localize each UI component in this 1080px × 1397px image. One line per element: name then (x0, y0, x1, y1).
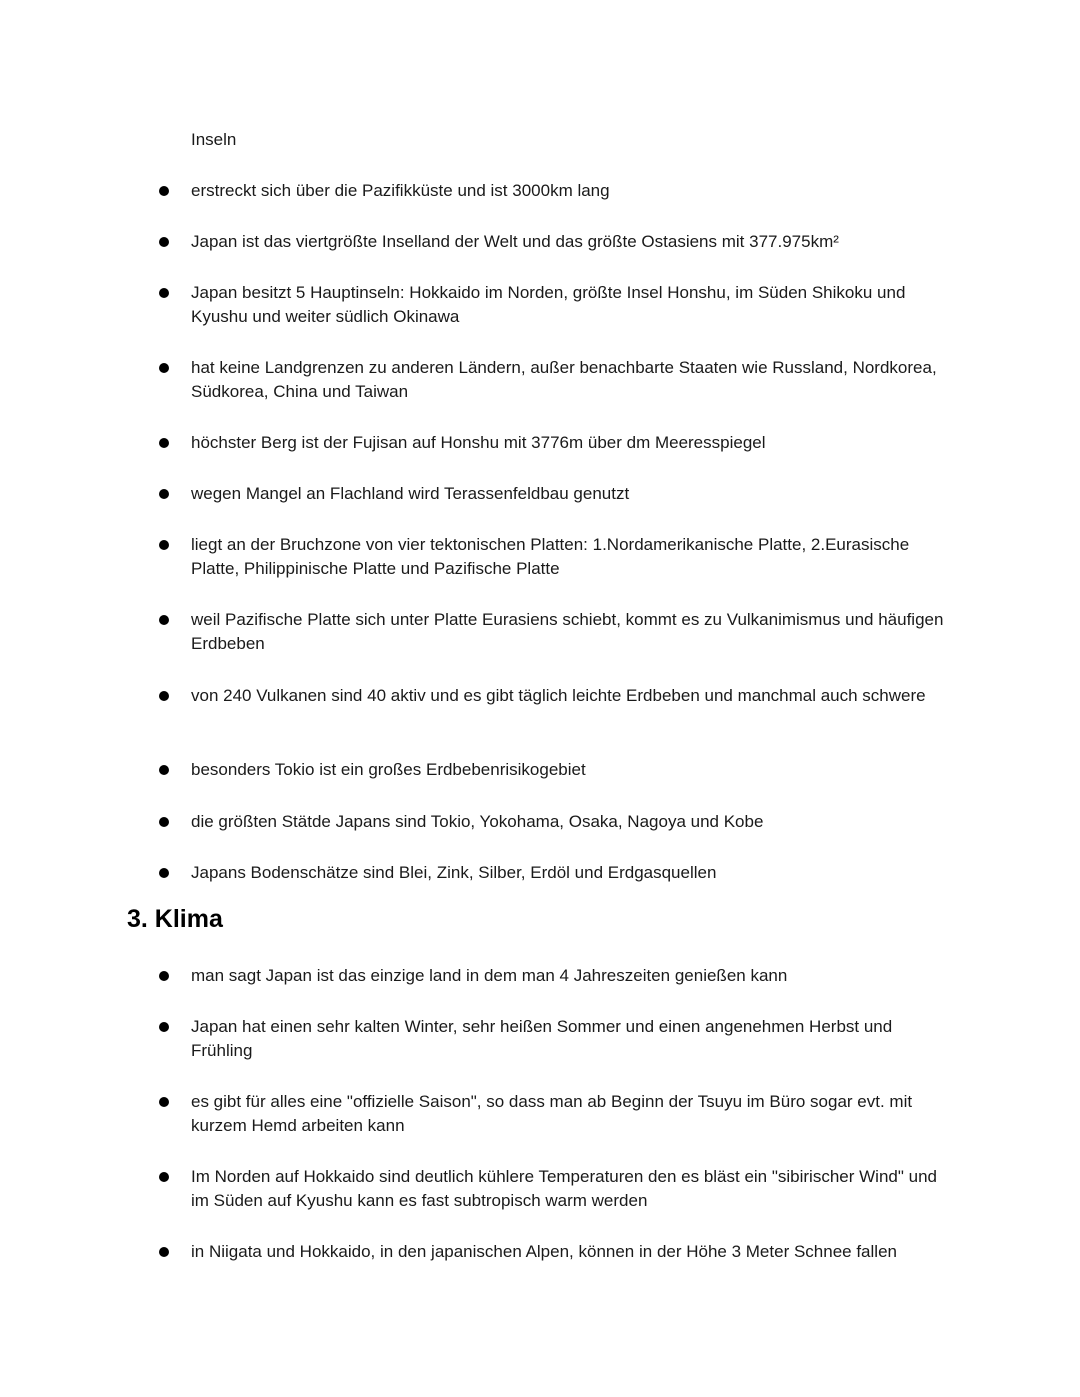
list-item-text: in Niigata und Hokkaido, in den japanischen Alpen, können in der Höhe 3 Meter Schnee fallen (191, 1242, 897, 1261)
list-item (0, 1240, 951, 1264)
bullet-icon (159, 288, 169, 298)
list-item-text: liegt an der Bruchzone von vier tektonischen Platten: 1.Nordamerikanische Platte, 2.Eurasische Platte, Philippinische Platte und Pazifische Platte (191, 535, 910, 578)
list-item (0, 608, 951, 656)
list-item (0, 179, 951, 203)
bullet-icon (159, 237, 169, 247)
list-item-text: man sagt Japan ist das einzige land in dem man 4 Jahreszeiten genießen kann (191, 966, 788, 985)
list-item (0, 1015, 951, 1063)
list-item-text: hat keine Landgrenzen zu anderen Ländern, außer benachbarte Staaten wie Russland, Nordkorea, Südkorea, China und Taiwan (191, 358, 937, 401)
continuation-text: Inseln (191, 130, 237, 149)
bullet-icon (159, 363, 169, 373)
list-item (0, 964, 951, 988)
list-item-text: die größten Stätde Japans sind Tokio, Yokohama, Osaka, Nagoya und Kobe (191, 812, 764, 831)
list-item (0, 281, 951, 329)
list-item-text: Japans Bodenschätze sind Blei, Zink, Silber, Erdöl und Erdgasquellen (191, 863, 717, 882)
list-item-text: Japan ist das viertgrößte Inselland der Welt und das größte Ostasiens mit 377.975km² (191, 232, 839, 251)
list-item-text: besonders Tokio ist ein großes Erdbebenrisikogebiet (191, 760, 586, 779)
list-item (0, 230, 951, 254)
list-item (0, 533, 951, 581)
list-item (0, 810, 951, 834)
list-item (0, 1165, 951, 1213)
list-item-text: erstreckt sich über die Pazifikküste und ist 3000km lang (191, 181, 610, 200)
list-item (0, 1090, 951, 1138)
bullet-icon (159, 540, 169, 550)
list-item (0, 684, 951, 708)
list-item (0, 431, 951, 455)
bullet-icon (159, 691, 169, 701)
section-heading-klima: 3. Klima (127, 905, 223, 933)
bullet-icon (159, 615, 169, 625)
list-item (0, 861, 951, 885)
bullet-icon (159, 186, 169, 196)
list-item-text: Japan besitzt 5 Hauptinseln: Hokkaido im Norden, größte Insel Honshu, im Süden Shikoku und Kyushu und weiter südlich Okinawa (191, 283, 906, 326)
bullet-icon (159, 1097, 169, 1107)
list-item-text: Japan hat einen sehr kalten Winter, sehr heißen Sommer und einen angenehmen Herbst und Frühling (191, 1017, 893, 1060)
list-item-text: weil Pazifische Platte sich unter Platte Eurasiens schiebt, kommt es zu Vulkanimismus und häufigen Erdbeben (191, 610, 944, 653)
list-item-text: von 240 Vulkanen sind 40 aktiv und es gibt täglich leichte Erdbeben und manchmal auch schwere (191, 686, 926, 705)
list-item (0, 482, 951, 506)
bullet-icon (159, 1022, 169, 1032)
bullet-icon (159, 1172, 169, 1182)
list-item-text: Im Norden auf Hokkaido sind deutlich kühlere Temperaturen den es bläst ein "sibirischer Wind" und im Süden auf Kyushu kann es fast subtropisch warm werden (191, 1167, 937, 1210)
bullet-icon (159, 971, 169, 981)
bullet-icon (159, 489, 169, 499)
list-item-text: es gibt für alles eine "offizielle Saison", so dass man ab Beginn der Tsuyu im Büro sogar evt. mit kurzem Hemd arbeiten kann (191, 1092, 913, 1135)
list-item-text: wegen Mangel an Flachland wird Terassenfeldbau genutzt (191, 484, 630, 503)
bullet-icon (159, 868, 169, 878)
list-item-text: höchster Berg ist der Fujisan auf Honshu mit 3776m über dm Meeresspiegel (191, 433, 766, 452)
bullet-icon (159, 438, 169, 448)
bullet-icon (159, 1247, 169, 1257)
list-item (0, 758, 951, 782)
list-item (0, 356, 951, 404)
bullet-icon (159, 817, 169, 827)
bullet-icon (159, 765, 169, 775)
